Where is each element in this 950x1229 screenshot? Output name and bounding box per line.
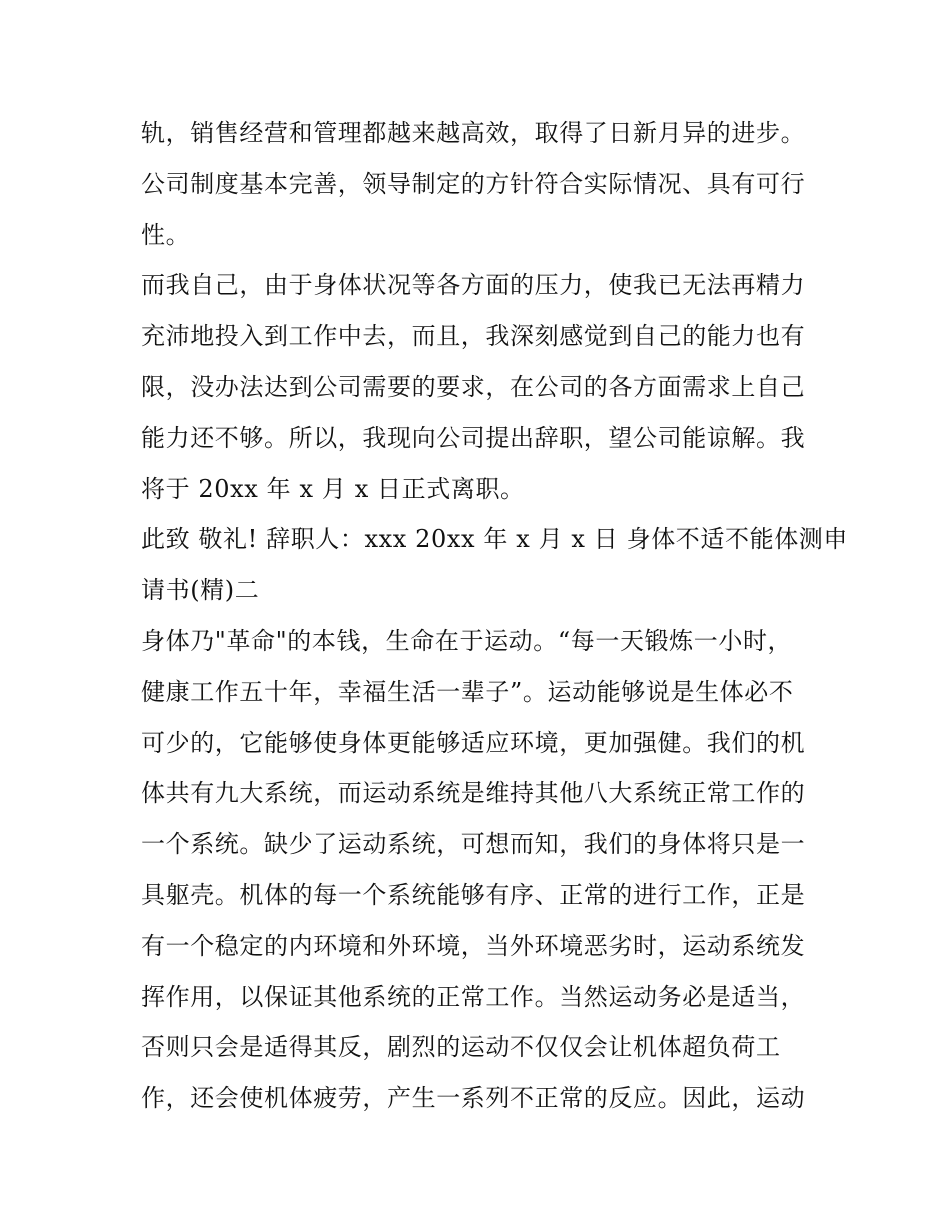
text-line: 请书(精)二 xyxy=(141,576,260,605)
text-line: 轨，销售经营和管理都越来越高效，取得了日新月异的进步。 xyxy=(141,119,806,147)
text-line: 身体乃"革命"的本钱，生命在于运动。“每一天锻炼一小时， xyxy=(141,626,793,655)
text-line: 限，没办法达到公司需要的要求，在公司的各方面需求上自己 xyxy=(141,372,806,401)
text-line: 健康工作五十年，幸福生活一辈子”。运动能够说是生体必不 xyxy=(141,677,794,706)
text-line: 具躯壳。机体的每一个系统能够有序、正常的进行工作，正是 xyxy=(141,880,806,909)
text-line: 否则只会是适得其反，剧烈的运动不仅仅会让机体超负荷工 xyxy=(141,1033,781,1062)
text-line: 一个系统。缺少了运动系统，可想而知，我们的身体将只是一 xyxy=(141,830,806,859)
text-line: 挥作用，以保证其他系统的正常工作。当然运动务必是适当， xyxy=(141,982,806,1011)
text-line: 充沛地投入到工作中去，而且，我深刻感觉到自己的能力也有 xyxy=(141,322,806,351)
text-line: 性。 xyxy=(141,220,191,249)
text-line: 此致 敬礼! 辞职人：xxx 20xx 年 x 月 x 日 身体不适不能体测申 xyxy=(141,525,848,554)
text-line: 作，还会使机体疲劳，产生一系列不正常的反应。因此，运动 xyxy=(141,1084,806,1113)
text-line: 而我自己，由于身体状况等各方面的压力，使我已无法再精力 xyxy=(141,271,806,300)
text-line: 可少的，它能够使身体更能够适应环境，更加强健。我们的机 xyxy=(141,728,806,757)
text-line: 公司制度基本完善，领导制定的方针符合实际情况、具有可行 xyxy=(141,169,806,198)
document-body xyxy=(141,108,848,1124)
text-line: 有一个稳定的内环境和外环境，当外环境恶劣时，运动系统发 xyxy=(141,931,806,960)
text-line: 体共有九大系统，而运动系统是维持其他八大系统正常工作的 xyxy=(141,779,806,808)
text-line: 能力还不够。所以，我现向公司提出辞职，望公司能谅解。我 xyxy=(141,423,806,452)
text-line: 将于 20xx 年 x 月 x 日正式离职。 xyxy=(141,474,525,503)
